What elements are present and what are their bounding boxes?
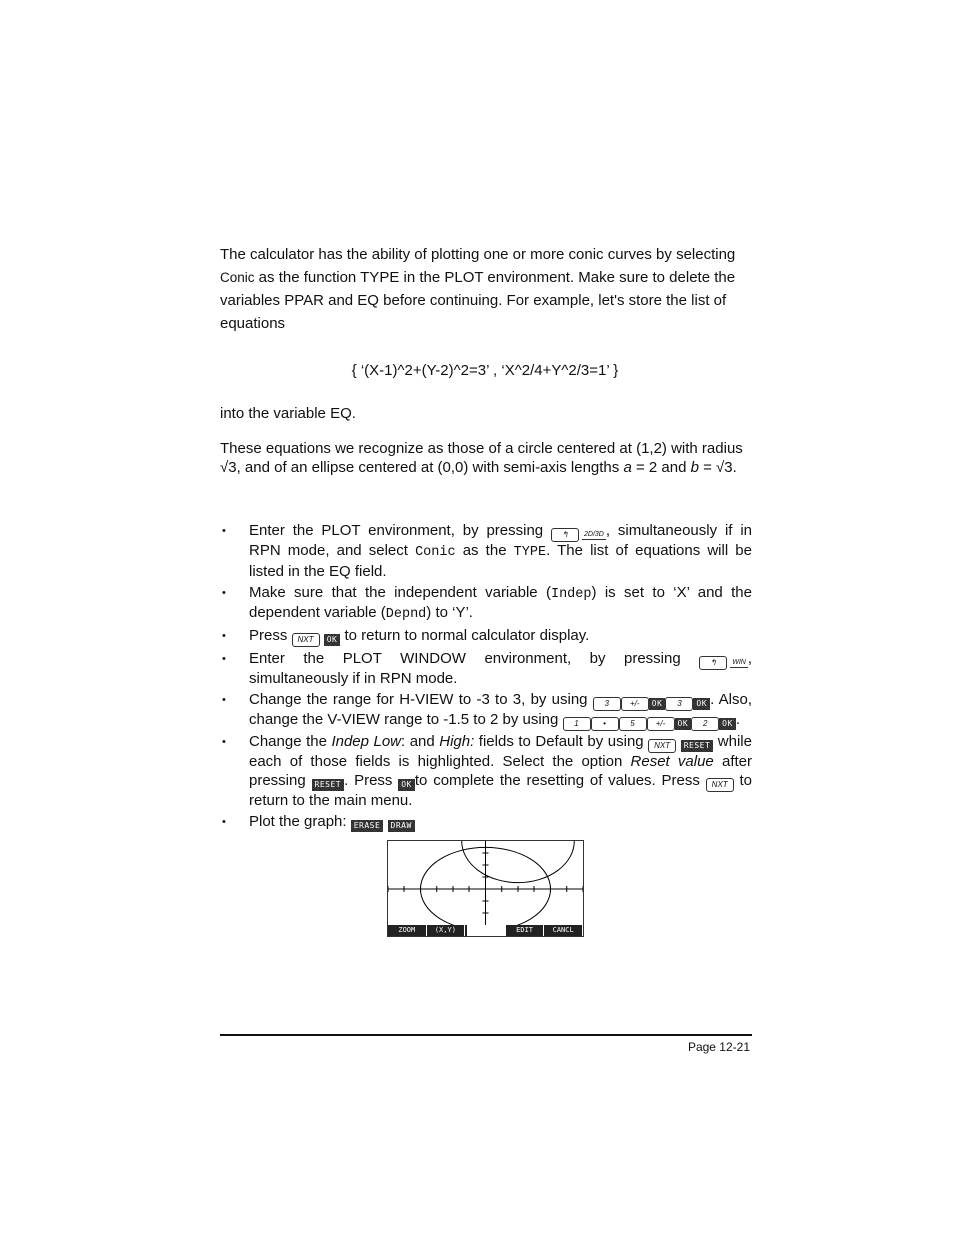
recognize-paragraph	[220, 439, 750, 477]
nxt-key: NXT	[648, 739, 676, 753]
step-text: , simultaneously if in RPN mode, and select	[249, 522, 752, 559]
step-return-display	[220, 627, 752, 647]
depnd-code: Depnd	[385, 607, 427, 622]
step-text: : and	[401, 733, 440, 750]
left-shift-icon: ↰	[551, 528, 579, 542]
key-caption: WIN	[732, 658, 746, 666]
step-text: while each of those fields is highlighted. Select the option	[249, 733, 752, 770]
xy-softkey: (X,Y)	[427, 925, 465, 936]
var-b: b	[690, 459, 699, 476]
ok-softkey: OK	[324, 634, 341, 646]
step-text: ) is set to ‘X’ and the dependent variable (	[249, 583, 752, 621]
nxt-key: NXT	[706, 778, 734, 792]
step-text: to return to normal calculator display.	[340, 627, 590, 644]
step-plot-graph	[220, 813, 752, 832]
key-2: 2	[691, 717, 719, 731]
step-text: to complete the resetting of values. Press	[414, 771, 706, 789]
reset-softkey: RESET	[681, 740, 714, 752]
step-text: . Also, change the V-VIEW range to -1.5 to 2 by using	[249, 690, 753, 728]
screen-softkey-menu	[388, 925, 583, 936]
step-text: fields to Default by using	[474, 733, 649, 750]
step-text: . The list of equations will be listed in the EQ field.	[249, 542, 752, 580]
step-text: . Press	[344, 771, 399, 789]
type-code: TYPE	[513, 545, 547, 560]
edit-softkey: EDIT	[506, 925, 544, 936]
step-text: .	[735, 710, 740, 728]
step-reset-defaults	[220, 733, 752, 810]
conic-code: Conic	[415, 545, 456, 560]
ok-softkey: OK	[675, 718, 692, 730]
step-enter-window	[220, 650, 752, 689]
left-shift-2d3d-key	[551, 528, 606, 542]
ok-softkey: OK	[693, 698, 710, 710]
step-text: after pressing	[249, 753, 752, 789]
step-text: to return to the main menu.	[249, 771, 752, 809]
step-text: Change the range for H-VIEW to -3 to 3, by using	[249, 690, 593, 708]
footer-rule	[220, 1034, 752, 1036]
conic-term: Conic	[220, 270, 255, 285]
calculator-plot-screen	[387, 840, 584, 937]
indep-low-field: Indep Low	[331, 733, 402, 750]
recognize-text-c: = √3.	[698, 459, 737, 476]
reset-softkey: RESET	[312, 779, 345, 791]
key-1: 1	[563, 717, 591, 731]
step-change-range	[220, 691, 752, 731]
steps-list	[220, 522, 752, 834]
key-caption: 2D/3D	[584, 531, 604, 538]
blank-softkey	[465, 925, 505, 936]
ok-softkey: OK	[719, 718, 736, 730]
step-text: Enter the PLOT WINDOW environment, by pressing	[249, 649, 700, 667]
step-enter-plot	[220, 522, 752, 581]
step-text: Press	[249, 627, 292, 644]
left-shift-win-key	[699, 656, 748, 670]
conic-plot	[388, 841, 583, 925]
step-text: Change the	[249, 733, 332, 750]
equation-list: { ‘(X-1)^2+(Y-2)^2=3’ , ‘X^2/4+Y^2/3=1’ }	[351, 362, 619, 379]
step-text: ) to ‘Y’.	[426, 604, 473, 621]
step-text: Plot the graph:	[249, 812, 351, 830]
zoom-softkey: ZOOM	[388, 925, 426, 936]
nxt-key: NXT	[292, 633, 320, 647]
key-negate: +/-	[621, 697, 649, 711]
intro-text-rest: as the function TYPE in the PLOT environment. Make sure to delete the variables PPAR and EQ before continuing. For example, let's store the list of equations	[220, 269, 736, 332]
key-dot: •	[591, 717, 619, 731]
ok-softkey: OK	[398, 779, 415, 791]
step-text: , simultaneously if in RPN mode.	[249, 649, 752, 687]
var-a: a	[623, 459, 632, 476]
step-text: Enter the PLOT environment, by pressing	[249, 522, 552, 539]
key-3: 3	[593, 697, 621, 711]
step-text: as the	[455, 542, 514, 559]
high-field: High:	[439, 733, 475, 750]
left-shift-icon: ↰	[699, 656, 727, 670]
step-text: Make sure that the independent variable (	[249, 583, 551, 601]
step-check-variables	[220, 584, 752, 625]
recognize-text-a: These equations we recognize as those of a circle centered at (1,2) with radius √3, and of an ellipse centered at (0,0) with semi-axis lengths	[220, 440, 743, 476]
intro-paragraph	[220, 243, 750, 335]
recognize-text-b: = 2 and	[631, 459, 691, 476]
cancel-softkey: CANCL	[544, 925, 582, 936]
indep-code: Indep	[550, 586, 592, 602]
ok-softkey: OK	[649, 698, 666, 710]
draw-softkey: DRAW	[388, 820, 415, 832]
reset-value-option: Reset value	[630, 753, 714, 770]
page-number: Page 12-21	[687, 1040, 750, 1054]
key-5: 5	[619, 717, 647, 731]
erase-softkey: ERASE	[351, 820, 384, 832]
into-variable-text: into the variable EQ.	[220, 405, 356, 422]
key-negate: +/-	[647, 717, 675, 731]
intro-text: The calculator has the ability of plotting one or more conic curves by selecting	[220, 246, 736, 263]
key-3: 3	[665, 697, 693, 711]
